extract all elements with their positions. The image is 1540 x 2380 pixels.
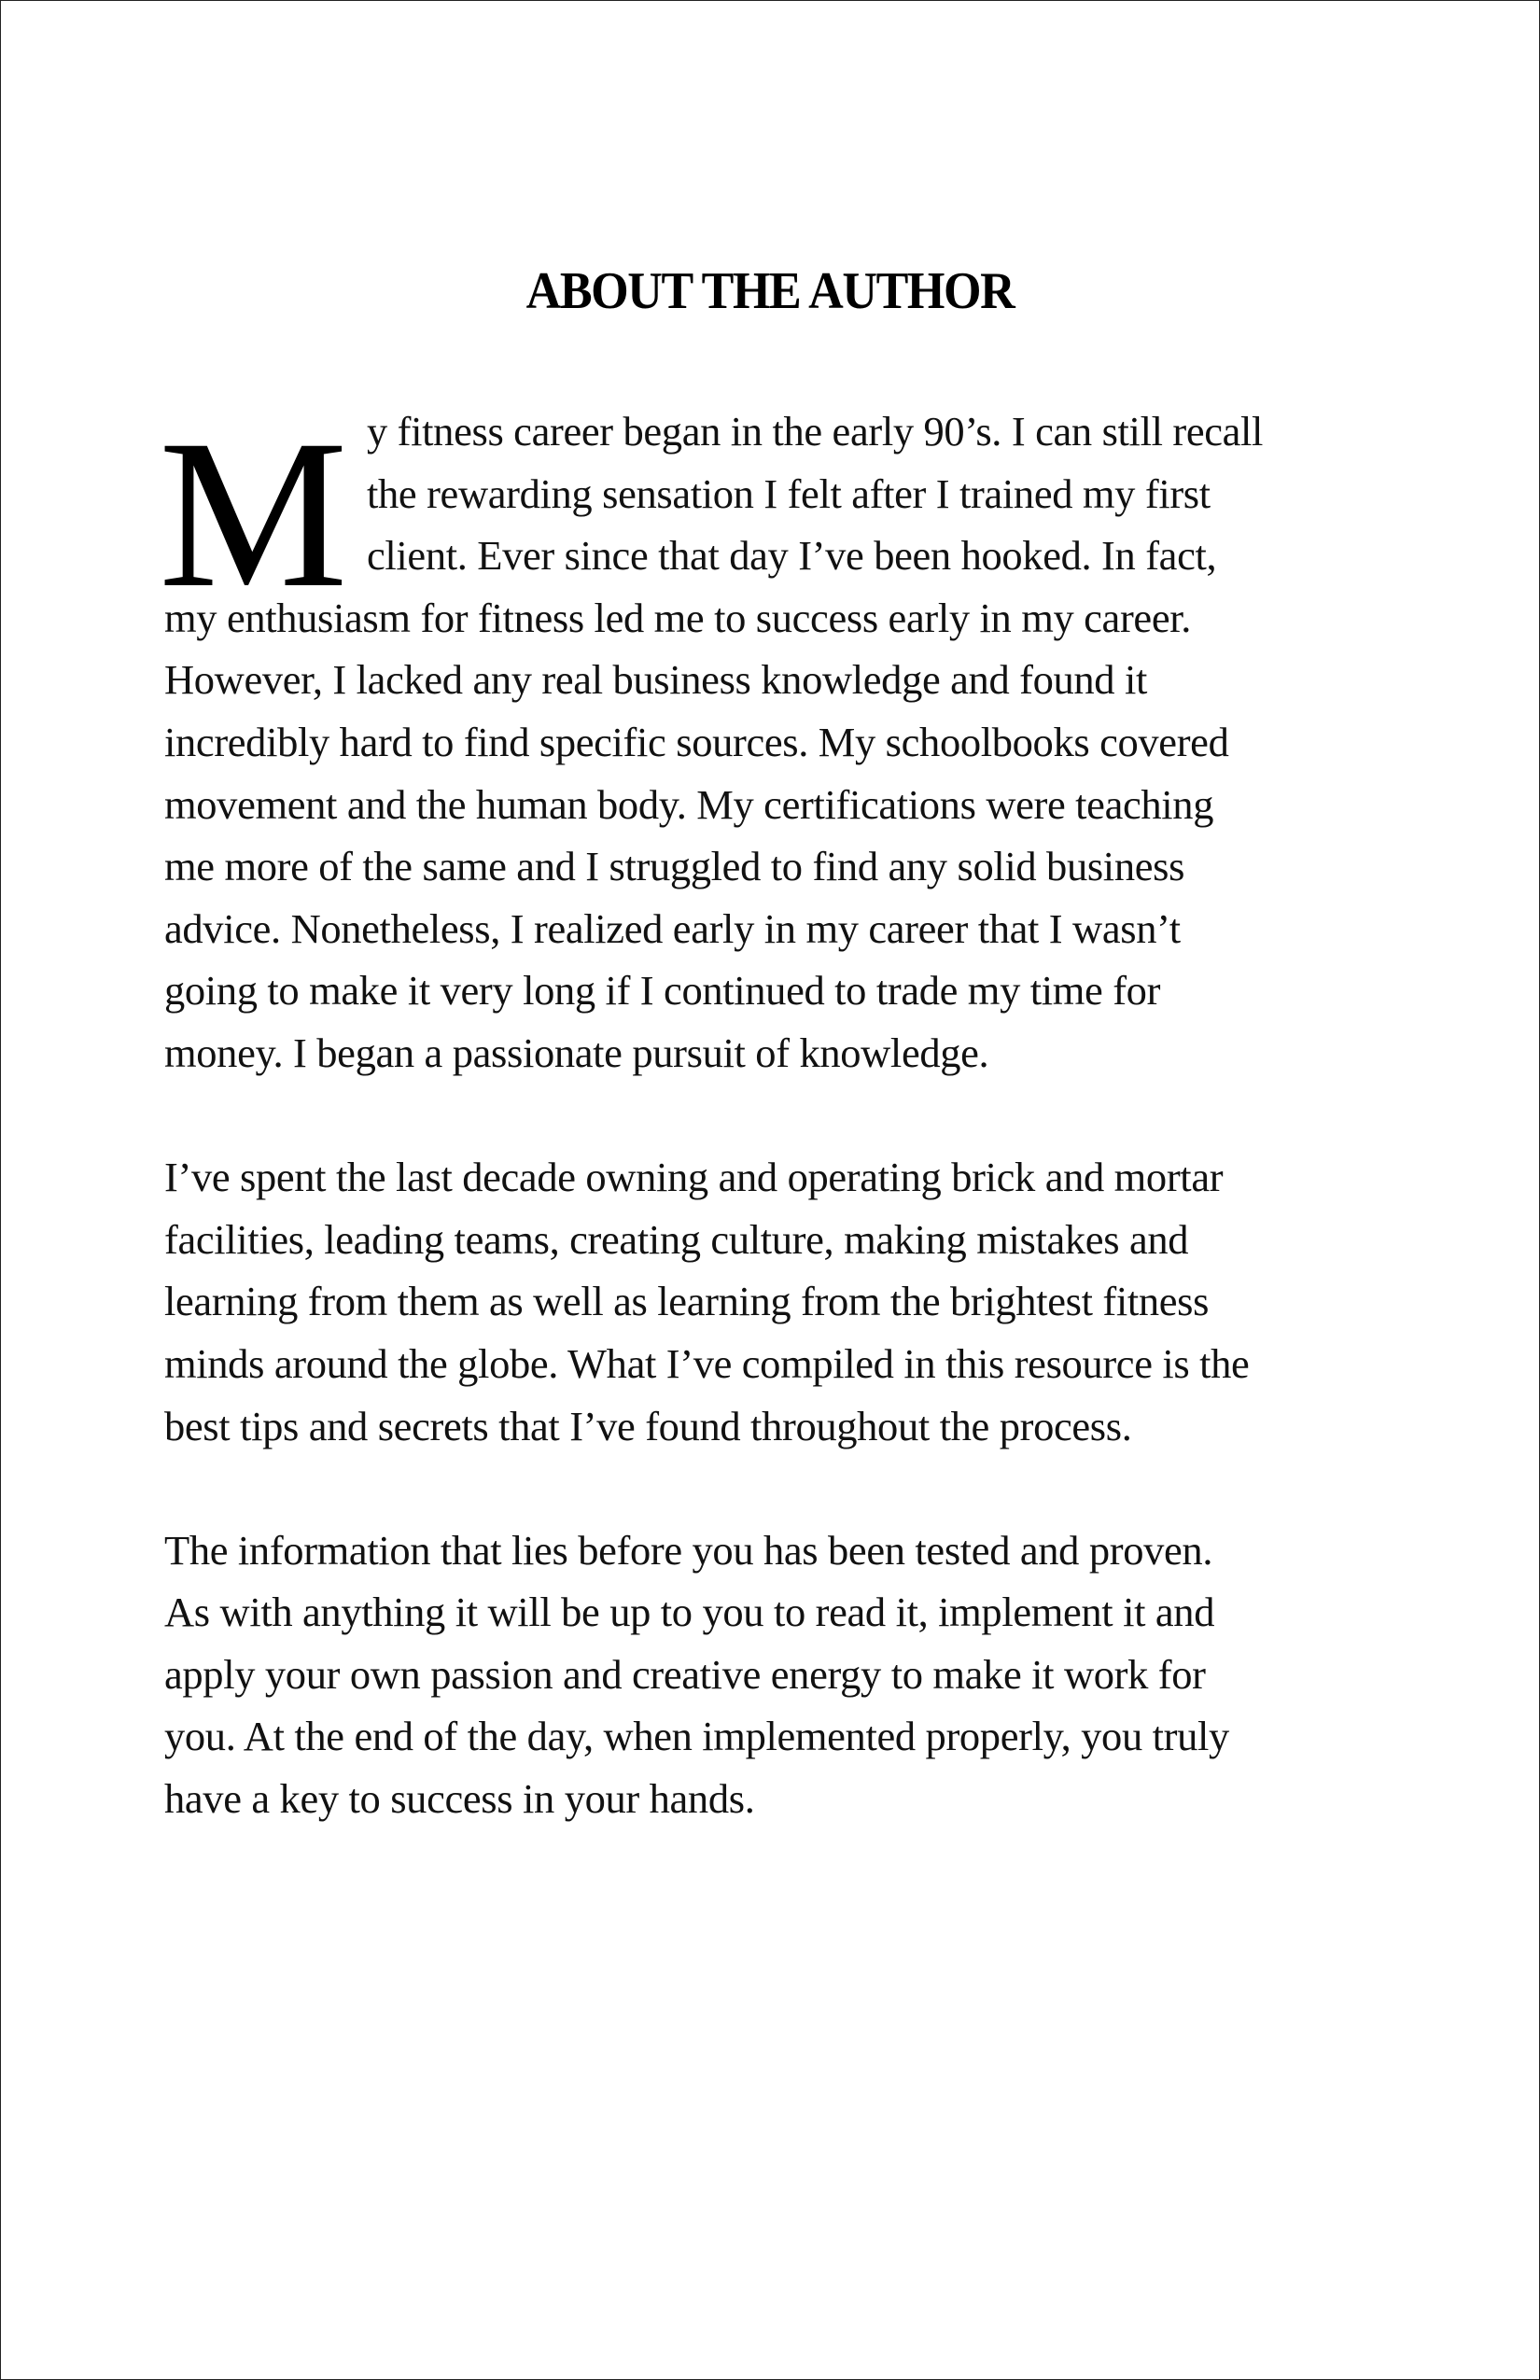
text-line: y fitness career began in the early 90’s. I can still recall	[367, 408, 1264, 455]
text-line: movement and the human body. My certifications were teaching	[164, 780, 1214, 828]
text-line: my enthusiasm for fitness led me to success early in my career.	[164, 594, 1192, 641]
text-line: minds around the globe. What I’ve compiled in this resource is the	[164, 1339, 1250, 1387]
text-line: However, I lacked any real business knowledge and found it	[164, 656, 1148, 704]
body-text	[159, 397, 1415, 1892]
text-line: apply your own passion and creative energy to make it work for	[164, 1650, 1206, 1698]
text-line: you. At the end of the day, when implemented properly, you truly	[164, 1713, 1229, 1760]
text-line: me more of the same and I struggled to find any solid business	[164, 843, 1185, 890]
text-line: money. I began a passionate pursuit of knowledge.	[164, 1029, 989, 1076]
text-line: have a key to success in your hands.	[164, 1775, 755, 1823]
drop-cap: M	[159, 397, 348, 632]
text-line: facilities, leading teams, creating culture, making mistakes and	[164, 1215, 1189, 1263]
text-line: learning from them as well as learning from the brightest fitness	[164, 1278, 1210, 1325]
text-line: As with anything it will be up to you to read it, implement it and	[164, 1589, 1215, 1636]
text-line: The information that lies before you has been tested and proven.	[164, 1526, 1213, 1574]
paragraph-2	[164, 1146, 1415, 1457]
text-line: the rewarding sensation I felt after I trained my first	[367, 469, 1211, 517]
text-line: I’ve spent the last decade owning and operating brick and mortar	[164, 1154, 1224, 1201]
text-line: incredibly hard to find specific sources. My schoolbooks covered	[164, 718, 1229, 765]
page-title: ABOUT THE AUTHOR	[525, 262, 1015, 320]
paragraph-1	[159, 397, 1415, 1085]
text-line: best tips and secrets that I’ve found throughout the process.	[164, 1402, 1132, 1449]
text-line: advice. Nonetheless, I realized early in my career that I wasn’t	[164, 904, 1181, 952]
text-line: going to make it very long if I continued to trade my time for	[164, 967, 1161, 1015]
text-line: client. Ever since that day I’ve been hooked. In fact,	[367, 532, 1217, 580]
paragraph-3	[164, 1519, 1415, 1830]
